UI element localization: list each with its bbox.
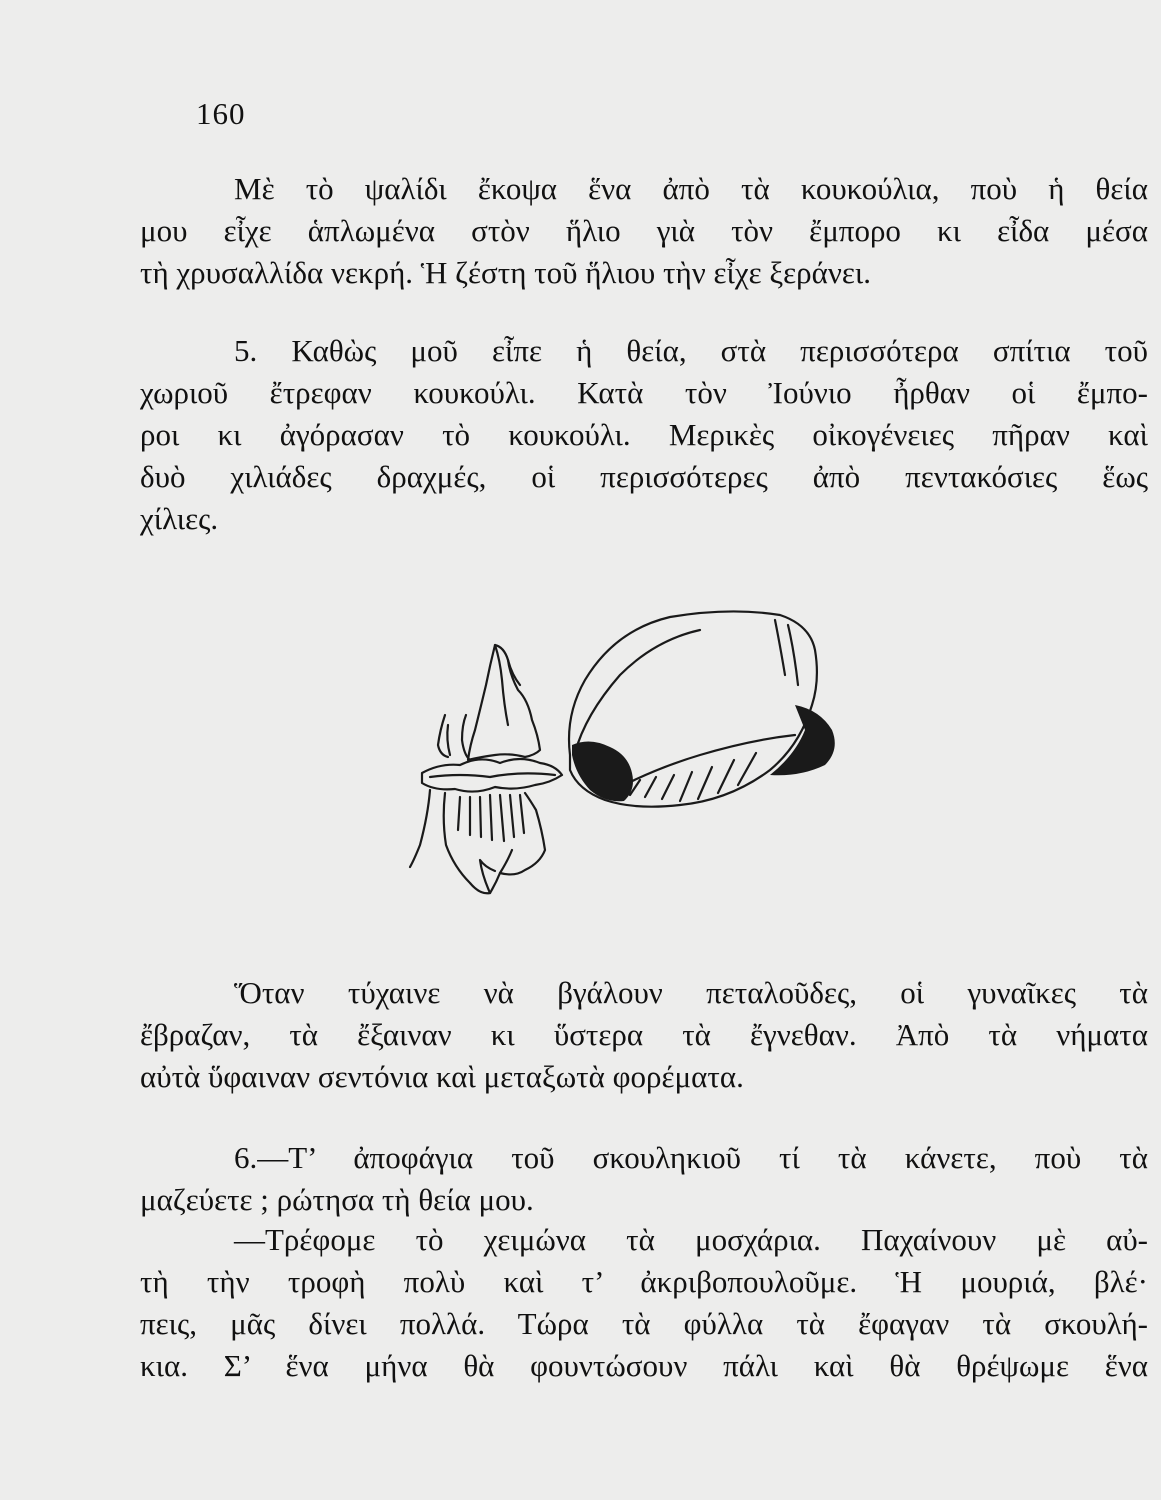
text-line: μαζεύετε ; ρώτησα τὴ θεία μου.	[140, 1182, 534, 1217]
text-line: Ὅταν τύχαινε νὰ βγάλουν πεταλοῦδες, οἱ γυναῖκες τὰ	[234, 975, 1148, 1010]
text-line: αὐτὰ ὕφαιναν σεντόνια καὶ μεταξωτὰ φορέματα.	[140, 1059, 744, 1094]
page-number: 160	[196, 96, 246, 131]
text-line: χωριοῦ ἔτρεφαν κουκούλι. Κατὰ τὸν Ἰούνιο ἦρθαν οἱ ἔμπο-	[140, 375, 1148, 410]
text-line: 6.—Τ’ ἀποφάγια τοῦ σκουληκιοῦ τί τὰ κάνετε, ποὺ τὰ	[234, 1140, 1148, 1175]
cocoon-moth-illustration	[400, 605, 860, 905]
cocoon-moth-drawing	[400, 605, 860, 905]
paragraph-4	[140, 1137, 1148, 1221]
text-line: —Τρέφομε τὸ χειμώνα τὰ μοσχάρια. Παχαίνουν μὲ αὐ-	[234, 1222, 1148, 1257]
paragraph-3	[140, 972, 1148, 1098]
paragraph-1	[140, 168, 1148, 294]
text-line: χίλιες.	[140, 501, 219, 536]
text-line: πεις, μᾶς δίνει πολλά. Τώρα τὰ φύλλα τὰ ἔφαγαν τὰ σκουλή-	[140, 1306, 1148, 1341]
text-line: ροι κι ἀγόρασαν τὸ κουκούλι. Μερικὲς οἰκογένειες πῆραν καὶ	[140, 417, 1148, 452]
text-line: 5. Καθὼς μοῦ εἶπε ἡ θεία, στὰ περισσότερα σπίτια τοῦ	[234, 333, 1148, 368]
paragraph-2	[140, 330, 1148, 540]
text-line: τὴ χρυσαλλίδα νεκρή. Ἡ ζέστη τοῦ ἥλιου τὴν εἶχε ξεράνει.	[140, 255, 872, 290]
paragraph-5	[140, 1219, 1148, 1387]
text-line: κια. Σ’ ἕνα μήνα θὰ φουντώσουν πάλι καὶ θὰ θρέψωμε ἕνα	[140, 1348, 1148, 1383]
text-line: ἔβραζαν, τὰ ἔξαιναν κι ὕστερα τὰ ἔγνεθαν. Ἀπὸ τὰ νήματα	[140, 1017, 1148, 1052]
text-line: τὴ τὴν τροφὴ πολὺ καὶ τ’ ἀκριβοπουλοῦμε. Ἡ μουριά, βλέ·	[140, 1264, 1148, 1299]
text-line: Μὲ τὸ ψαλίδι ἔκοψα ἕνα ἀπὸ τὰ κουκούλια, ποὺ ἡ θεία	[234, 171, 1148, 206]
text-line: δυὸ χιλιάδες δραχμές, οἱ περισσότερες ἀπὸ πεντακόσιες ἕως	[140, 459, 1148, 494]
text-line: μου εἶχε ἁπλωμένα στὸν ἥλιο γιὰ τὸν ἔμπορο κι εἶδα μέσα	[140, 213, 1148, 248]
